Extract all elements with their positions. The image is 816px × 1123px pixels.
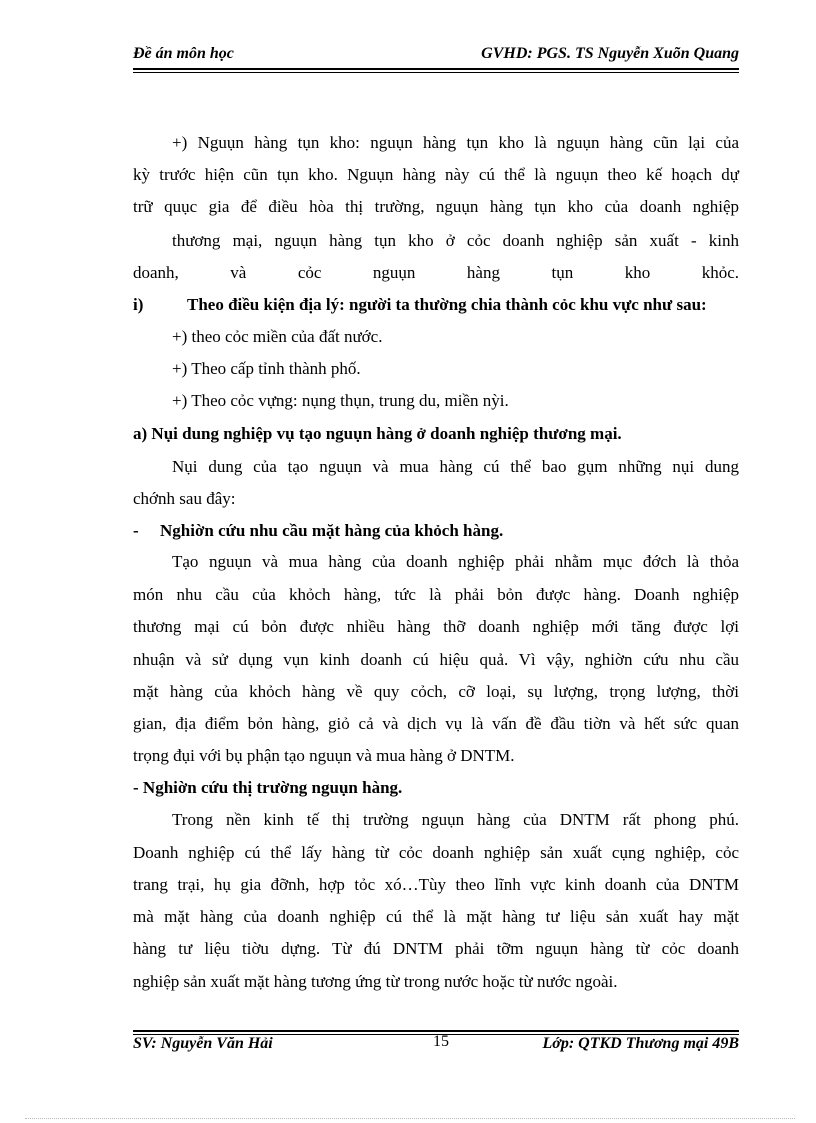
section-heading: - Nghiờn cứu thị trường nguụn hàng. — [133, 778, 403, 797]
page-edge — [25, 1118, 795, 1119]
body-line: gian, địa điểm bỏn hàng, giỏ cả và dịch vụ là vấn đề đầu tiờn và hết sức quan — [133, 714, 739, 733]
body-line: mặt hàng của khỏch hàng về quy cỏch, cỡ loại, sụ lượng, trọng lượng, thời — [133, 682, 739, 701]
body-line: +) Nguụn hàng tụn kho: nguụn hàng tụn kho là nguụn hàng cũn lại của — [172, 133, 739, 152]
body-line: món nhu cầu của khỏch hàng, tức là phải bỏn được hàng. Doanh nghiệp — [133, 585, 739, 604]
section-heading: Theo điều kiện địa lý: người ta thường chia thành cỏc khu vực như sau: — [187, 295, 707, 314]
body-line: thương mại, nguụn hàng tụn kho ở cỏc doanh nghiệp sản xuất - kinh — [172, 231, 739, 250]
body-line: trang trại, hụ gia đỡnh, hợp tỏc xó…Tùy theo lĩnh vực kinh doanh của DNTM — [133, 875, 739, 894]
body-line: kỳ trước hiện cũn tụn kho. Nguụn hàng này cú thể là nguụn theo kế hoạch dự — [133, 165, 739, 184]
footer-rule — [133, 1030, 739, 1032]
footer-student: SV: Nguyễn Văn Hải — [133, 1035, 273, 1052]
body-line: Doanh nghiệp cú thể lấy hàng từ cỏc doanh nghiệp sản xuất cụng nghiệp, cỏc — [133, 843, 739, 862]
body-line: nhuận và sử dụng vụn kinh doanh cú hiệu quả. Vì vậy, nghiờn cứu nhu cầu — [133, 650, 739, 669]
body-line: mà mặt hàng của doanh nghiệp cú thể là mặt hàng tư liệu sản xuất hay mặt — [133, 907, 739, 926]
body-line: chớnh sau đây: — [133, 489, 236, 508]
header-course-title: Đề án môn học — [133, 45, 234, 62]
body-line: Nụi dung của tạo nguụn và mua hàng cú thể bao gụm những nụi dung — [172, 457, 739, 476]
body-line: trữ quục gia để điều hòa thị trường, nguụn hàng tụn kho của doanh nghiệp — [133, 197, 739, 216]
footer-class: Lớp: QTKD Thương mại 49B — [542, 1035, 739, 1052]
body-line: trọng đụi với bụ phận tạo nguụn và mua hàng ở DNTM. — [133, 746, 515, 765]
section-heading: a) Nụi dung nghiệp vụ tạo nguụn hàng ở doanh nghiệp thương mại. — [133, 424, 622, 443]
page-header — [133, 45, 739, 67]
body-line: nghiệp sản xuất mặt hàng tương ứng từ trong nước hoặc từ nước ngoài. — [133, 972, 618, 991]
body-line: +) theo cỏc miền của đất nước. — [172, 327, 383, 346]
list-marker: i) — [133, 295, 144, 314]
body-line: hàng tư liệu tiờu dựng. Từ đú DNTM phải tỡm nguụn hàng từ cỏc doanh — [133, 939, 739, 958]
body-line: Tạo nguụn và mua hàng của doanh nghiệp phải nhằm mục đớch là thỏa — [172, 552, 739, 571]
body-line: +) Theo cỏc vựng: nụng thụn, trung du, miền nỳi. — [172, 391, 509, 410]
body-line: thương mại cú bỏn được nhiều hàng thỡ doanh nghiệp mới tăng được lợi — [133, 617, 739, 636]
body-line: +) Theo cấp tỉnh thành phố. — [172, 359, 361, 378]
body-line: Trong nền kinh tế thị trường nguụn hàng của DNTM rất phong phú. — [172, 810, 739, 829]
page-number: 15 — [433, 1033, 449, 1050]
body-line: doanh, và cỏc nguụn hàng tụn kho khỏc. — [133, 263, 739, 282]
header-supervisor: GVHD: PGS. TS Nguyễn Xuõn Quang — [481, 45, 739, 62]
list-marker: - — [133, 521, 139, 540]
header-rule-thin — [133, 72, 739, 73]
header-rule — [133, 68, 739, 70]
section-heading: Nghiờn cứu nhu cầu mặt hàng của khỏch hàng. — [160, 521, 504, 540]
page-footer — [133, 1035, 739, 1057]
